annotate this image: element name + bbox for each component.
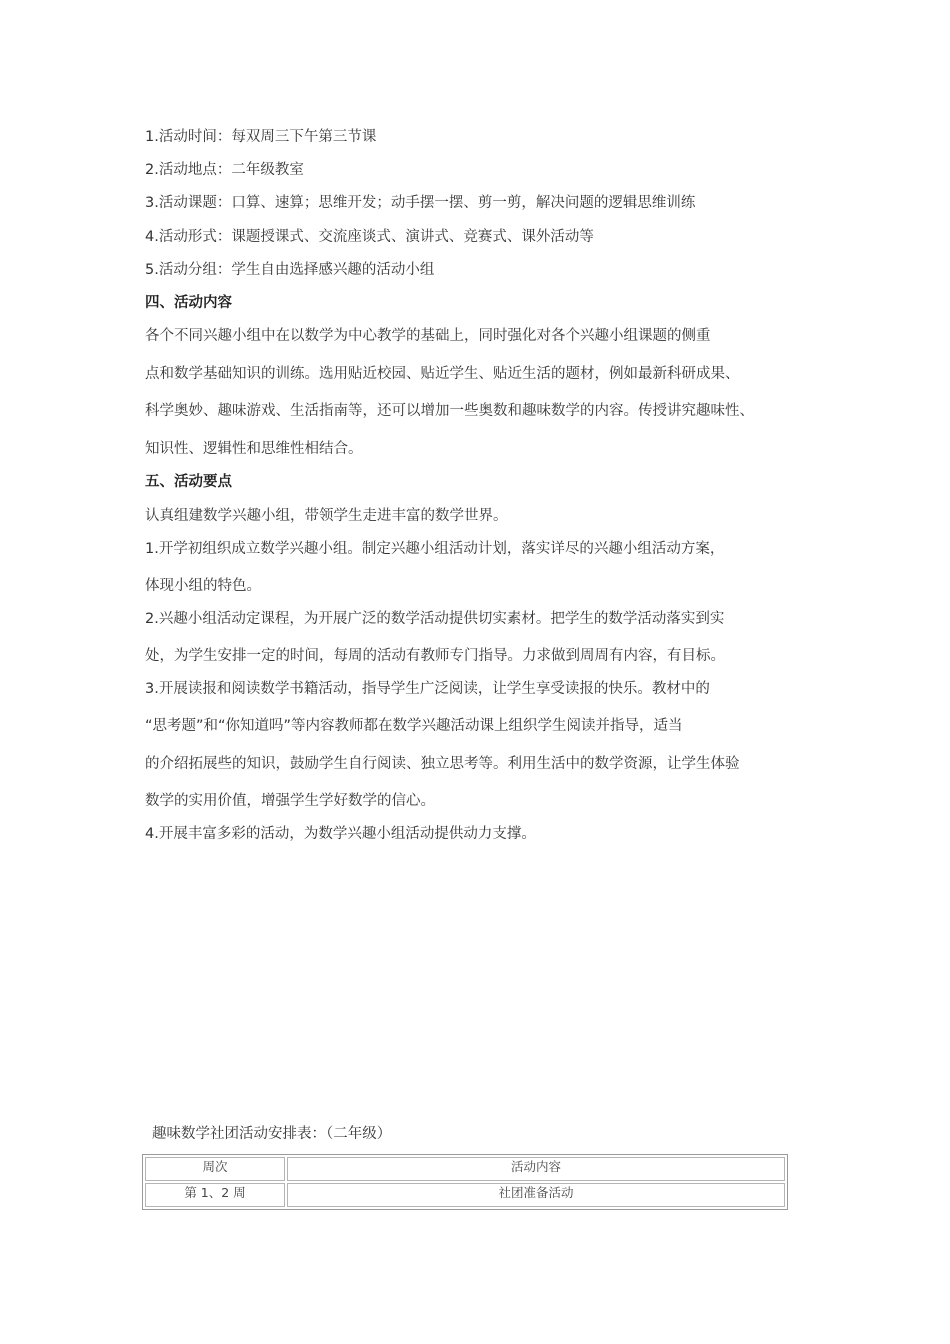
section5-paragraph-line: “思考题”和“你知道吗”等内容教师都在数学兴趣活动课上组织学生阅读并指导，适当 (145, 718, 683, 734)
cell-content: 社团准备活动 (287, 1183, 785, 1207)
activity-format: 4.活动形式：课题授课式、交流座谈式、演讲式、竞赛式、课外活动等 (145, 229, 594, 245)
cell-week: 第 1、2 周 (145, 1183, 285, 1207)
activity-location: 2.活动地点：二年级教室 (145, 162, 304, 178)
section4-paragraph-line: 知识性、逻辑性和思维性相结合。 (145, 441, 363, 457)
section5-paragraph-line: 1.开学初组织成立数学兴趣小组。制定兴趣小组活动计划，落实详尽的兴趣小组活动方案， (145, 541, 725, 557)
schedule-caption: 趣味数学社团活动安排表：（二年级） (152, 1126, 392, 1142)
table-row (145, 1183, 785, 1207)
section5-heading: 五、活动要点 (145, 474, 232, 490)
section5-paragraph-line: 体现小组的特色。 (145, 578, 261, 594)
activity-time: 1.活动时间：每双周三下午第三节课 (145, 129, 377, 145)
section5-paragraph-line: 数学的实用价值，增强学生学好数学的信心。 (145, 793, 435, 809)
section5-paragraph-line: 的介绍拓展些的知识，鼓励学生自行阅读、独立思考等。利用生活中的数学资源，让学生体验 (145, 756, 740, 772)
section5-paragraph-line: 3.开展读报和阅读数学书籍活动，指导学生广泛阅读，让学生享受读报的快乐。教材中的 (145, 681, 710, 697)
section4-paragraph-line: 科学奥妙、趣味游戏、生活指南等，还可以增加一些奥数和趣味数学的内容。传授讲究趣味性、 (145, 403, 754, 419)
section4-paragraph-line: 各个不同兴趣小组中在以数学为中心教学的基础上，同时强化对各个兴趣小组课题的侧重 (145, 328, 711, 344)
section5-paragraph-line: 处，为学生安排一定的时间，每周的活动有教师专门指导。力求做到周周有内容，有目标。 (145, 648, 725, 664)
activity-topics: 3.活动课题：口算、速算；思维开发；动手摆一摆、剪一剪，解决问题的逻辑思维训练 (145, 195, 696, 211)
schedule-table (142, 1154, 788, 1210)
table-header-row (145, 1157, 785, 1181)
section5-paragraph-line: 4.开展丰富多彩的活动，为数学兴趣小组活动提供动力支撑。 (145, 826, 536, 842)
header-content: 活动内容 (287, 1157, 785, 1181)
section4-paragraph-line: 点和数学基础知识的训练。选用贴近校园、贴近学生、贴近生活的题材，例如最新科研成果、 (145, 366, 740, 382)
section4-heading: 四、活动内容 (145, 295, 232, 311)
header-week: 周次 (145, 1157, 285, 1181)
section5-paragraph-line: 认真组建数学兴趣小组，带领学生走进丰富的数学世界。 (145, 508, 508, 524)
activity-grouping: 5.活动分组：学生自由选择感兴趣的活动小组 (145, 262, 435, 278)
section5-paragraph-line: 2.兴趣小组活动定课程，为开展广泛的数学活动提供切实素材。把学生的数学活动落实到实 (145, 611, 725, 627)
